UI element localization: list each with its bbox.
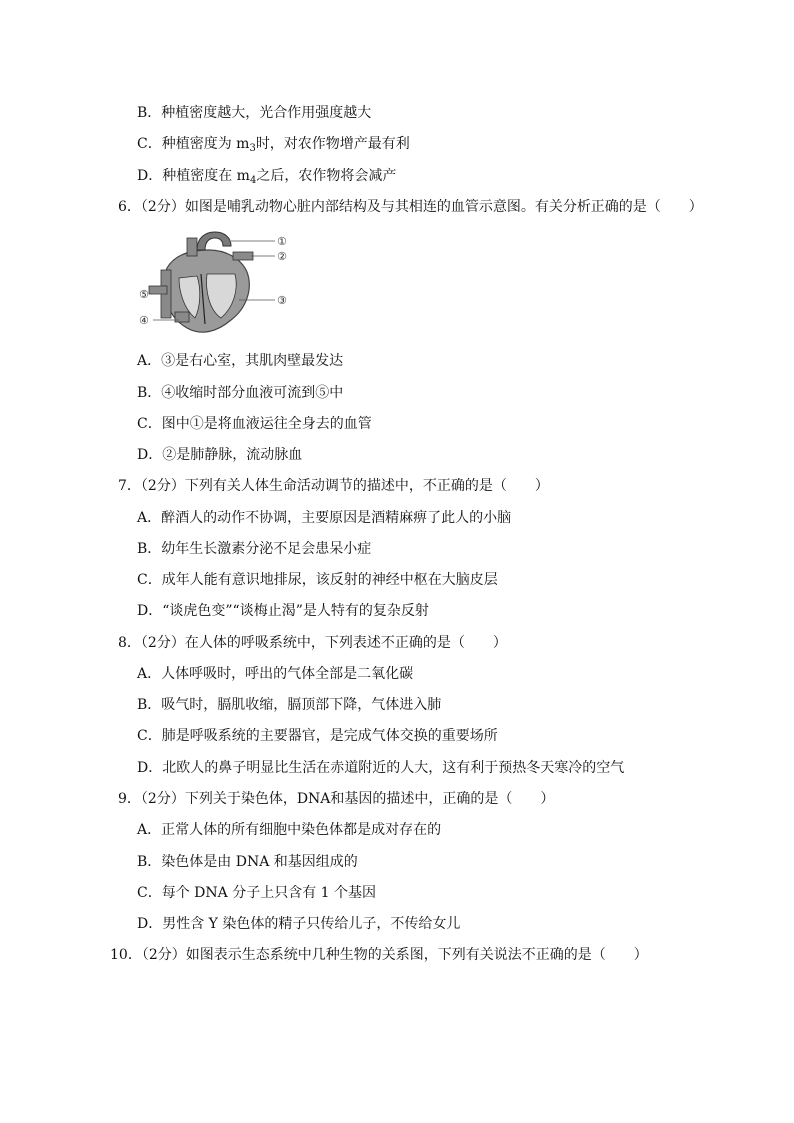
q7-option-d: D．“谈虎色变”“谈梅止渴”是人特有的复杂反射 bbox=[137, 603, 429, 619]
heart-label-5: ⑤ bbox=[139, 288, 149, 301]
q5-option-d: D．种植密度在 $m_4$之后，农作物将会减产 bbox=[137, 168, 397, 186]
q9-option-a: A．正常人体的所有细胞中染色体都是成对存在的 bbox=[137, 822, 442, 838]
q9-option-c: C．每个 DNA 分子上只含有 1 个基因 bbox=[137, 885, 377, 901]
q5-option-c: C．种植密度为 $m_3$时，对农作物增产最有利 bbox=[137, 136, 410, 154]
q10-stem: 10．（2分）如图表示生态系统中几种生物的关系图，下列有关说法不正确的是（ ） bbox=[110, 947, 648, 963]
q8-option-c: C．肺是呼吸系统的主要器官，是完成气体交换的重要场所 bbox=[137, 728, 498, 744]
q9-option-b: B．染色体是由 DNA 和基因组成的 bbox=[137, 854, 358, 870]
heart-label-1: ① bbox=[277, 235, 287, 248]
q8-option-b: B．吸气时，膈肌收缩，膈顶部下降，气体进入肺 bbox=[137, 697, 442, 713]
q9-stem: 9．（2分）下列关于染色体，DNA和基因的描述中，正确的是（ ） bbox=[118, 791, 555, 807]
heart-label-2: ② bbox=[277, 250, 287, 263]
q6-stem: 6．（2分）如图是哺乳动物心脏内部结构及与其相连的血管示意图。有关分析正确的是（ ） bbox=[118, 199, 703, 215]
q8-option-d: D．北欧人的鼻子明显比生活在赤道附近的人大，这有利于预热冬天寒冷的空气 bbox=[137, 760, 625, 776]
q7-stem: 7．（2分）下列有关人体生命活动调节的描述中，不正确的是（ ） bbox=[118, 478, 549, 494]
heart-label-3: ③ bbox=[277, 294, 287, 307]
q5-option-b: B．种植密度越大，光合作用强度越大 bbox=[137, 105, 372, 121]
q6-option-b: B．④收缩时部分血液可流到⑤中 bbox=[137, 385, 344, 401]
q9-option-d: D．男性含 Y 染色体的精子只传给儿子，不传给女儿 bbox=[137, 916, 461, 932]
q6-option-d: D．②是肺静脉，流动脉血 bbox=[137, 447, 303, 463]
heart-label-4: ④ bbox=[139, 314, 149, 327]
heart-diagram bbox=[135, 228, 295, 340]
q7-option-b: B．幼年生长激素分泌不足会患呆小症 bbox=[137, 541, 372, 557]
q6-option-a: A．③是右心室，其肌肉壁最发达 bbox=[137, 353, 344, 369]
q7-option-c: C．成年人能有意识地排尿，该反射的神经中枢在大脑皮层 bbox=[137, 572, 498, 588]
q8-stem: 8．（2分）在人体的呼吸系统中，下列表述不正确的是（ ） bbox=[118, 635, 507, 651]
q8-option-a: A．人体呼吸时，呼出的气体全部是二氧化碳 bbox=[137, 666, 414, 682]
q7-option-a: A．醉酒人的动作不协调，主要原因是酒精麻痹了此人的小脑 bbox=[137, 510, 512, 526]
q6-option-c: C．图中①是将血液运往全身去的血管 bbox=[137, 416, 372, 432]
